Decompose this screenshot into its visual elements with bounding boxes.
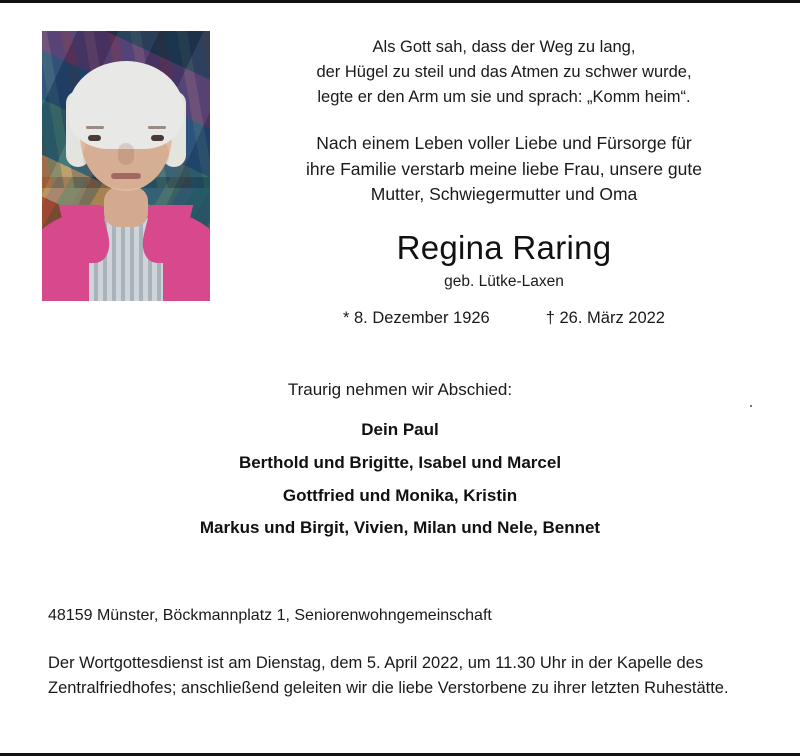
- verse-line-1: Als Gott sah, dass der Weg zu lang,: [372, 38, 636, 56]
- mouth: [111, 173, 141, 179]
- farewell-heading: Traurig nehmen wir Abschied:: [287, 380, 513, 400]
- neck: [104, 187, 148, 227]
- service-line-1: Der Wortgottesdienst ist am Dienstag, dem 5. April 2022, um 11.30 Uhr in der: [48, 653, 613, 672]
- nose: [118, 143, 134, 165]
- intro-block: [240, 131, 768, 207]
- death-date: † 26. März 2022: [545, 309, 665, 328]
- portrait-figure: [42, 31, 210, 301]
- intro-line-2: ihre Familie verstarb meine liebe Frau, unsere gute: [306, 158, 702, 179]
- verse-line-3: legte er den Arm um sie und sprach: „Komm heim“.: [317, 87, 691, 106]
- eye-left: [88, 135, 101, 141]
- mourner-line: Dein Paul: [361, 420, 439, 440]
- mourner-line: Berthold und Brigitte, Isabel und Marcel: [238, 453, 562, 472]
- mourners-list: [28, 414, 772, 545]
- deceased-name: Regina Raring: [396, 229, 612, 267]
- intro-line-3: Mutter, Schwiegermutter und Oma: [370, 184, 638, 204]
- top-section: [28, 25, 772, 328]
- maiden-name: geb. Lütke-Laxen: [444, 273, 564, 291]
- service-line-3: ihrer letzten Ruhestätte.: [553, 679, 729, 698]
- earring-right: [175, 157, 182, 164]
- portrait-photo: [42, 31, 210, 301]
- service-details: [28, 651, 772, 702]
- eyebrow-right: [148, 126, 166, 129]
- eye-right: [151, 135, 164, 141]
- life-dates: [240, 309, 768, 328]
- earring-left: [70, 157, 77, 164]
- mourner-line: Markus und Birgit, Vivien, Milan und Nele, Bennet: [199, 518, 601, 538]
- mourner-line: Gottfried und Monika, Kristin: [282, 485, 518, 505]
- eyebrow-left: [86, 126, 104, 129]
- header-text-column: [210, 25, 772, 328]
- address-line: 48159 Münster, Böckmannplatz 1, Seniorenwohngemeinschaft: [48, 606, 492, 624]
- verse-block: [240, 35, 768, 109]
- print-mark: [750, 405, 752, 407]
- birth-date: * 8. Dezember 1926: [342, 309, 490, 328]
- hair-top: [68, 61, 184, 149]
- service-line-2: Kapelle des Zentralfriedhofes; anschließend geleiten wir die liebe Verstorbene zu: [48, 653, 704, 698]
- verse-line-2: der Hügel zu steil und das Atmen zu schwer wurde,: [316, 62, 692, 81]
- intro-line-1: Nach einem Leben voller Liebe und Fürsorge für: [316, 133, 692, 154]
